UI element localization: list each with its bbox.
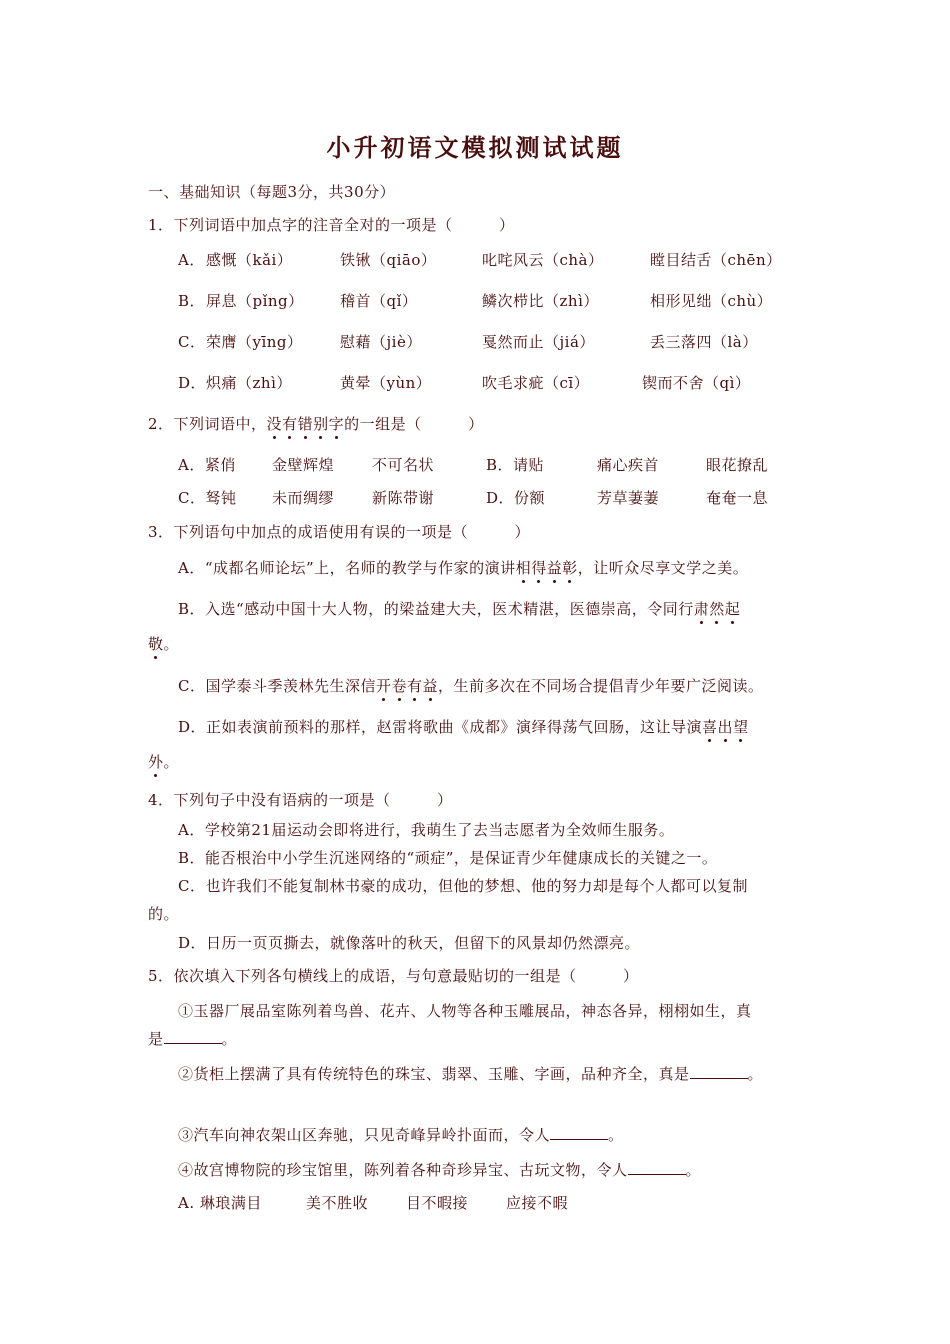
q4-stem: 4．下列句子中没有语病的一项是（ ）: [148, 791, 453, 809]
q1-option-a-item: 铁锹（qiāo）: [340, 251, 437, 269]
section-heading: 一、基础知识（每题3分，共30分）: [148, 183, 396, 201]
q1-option-b-item: 鳞次栉比（zhì）: [482, 292, 599, 310]
q3-d-text-end: 。: [163, 753, 180, 771]
q2-stem-dotted: 没有错别字: [266, 415, 345, 433]
q2-word: 痛心疾首: [597, 456, 660, 474]
q3-b-text-end: 。: [163, 635, 180, 653]
q2-word: 不可名状: [372, 456, 435, 474]
q5-s4-end: 。: [685, 1161, 702, 1179]
q2-word: D．份额: [486, 489, 546, 507]
q3-c-idiom: 开卷有益: [375, 677, 439, 695]
q2-word: A．紧俏: [178, 456, 236, 474]
q2-word: B．请贴: [486, 456, 545, 474]
q3-a-text: A．“成都名师论坛”上，名师的教学与作家的演讲: [178, 559, 516, 577]
q1-option-b-item: 相形见绌（chù）: [650, 292, 773, 310]
q3-option-b-cont: [148, 634, 179, 654]
q5-sentence-1: ①玉器厂展品室陈列着鸟兽、花卉、人物等各种玉雕展品，神态各异，栩栩如生，真: [178, 1002, 752, 1020]
q1-option-c-label: C．: [178, 333, 206, 351]
q1-option-b-item: 屏息（pǐng）: [206, 292, 304, 310]
q1-option-a-label: A．: [178, 251, 205, 269]
q3-d-idiom: 喜出望: [702, 718, 749, 736]
q3-c-text-end: ，生前多次在不同场合提倡青少年要广泛阅读。: [438, 677, 764, 695]
q1-option-d-item: 炽痛（zhì）: [206, 374, 292, 392]
q4-option-c: C．也许我们不能复制林书豪的成功，但他的梦想、他的努力却是每个人都可以复制: [178, 877, 748, 895]
q2-stem-post: 的一组是（ ）: [344, 415, 484, 433]
q1-option-d-item: 锲而不舍（qì）: [642, 374, 751, 392]
q2-stem: [148, 414, 484, 434]
q5-blank-2[interactable]: [690, 1064, 748, 1079]
q5-option-a-item: 目不暇接: [406, 1194, 469, 1212]
q5-sentence-4: [178, 1160, 701, 1180]
q5-option-a-item: 应接不暇: [506, 1194, 569, 1212]
q5-s4-text: ④故宫博物院的珍宝馆里，陈列着各种奇珍异宝、古玩文物，令人: [178, 1161, 628, 1179]
q2-stem-pre: 2．下列词语中，: [148, 415, 267, 433]
q1-option-b-label: B．: [178, 292, 206, 310]
q1-option-a-item: 叱咤风云（chà）: [482, 251, 604, 269]
q3-d-text: D．正如表演前预料的那样，赵雷将歌曲《成都》演绎得荡气回肠，这让导演: [178, 718, 703, 736]
q5-s3-text: ③汽车向神农架山区奔驰，只见奇峰异岭扑面而，令人: [178, 1126, 551, 1144]
q5-option-a-item: 美不胜收: [306, 1194, 369, 1212]
q5-s3-end: 。: [608, 1126, 624, 1144]
q5-sentence-2: [178, 1064, 763, 1084]
q3-a-idiom: 相得益彰: [515, 559, 578, 577]
q5-sentence-3: [178, 1125, 624, 1145]
q5-blank-1[interactable]: [164, 1029, 222, 1044]
q1-option-c-item: 慰藉（jiè）: [340, 333, 422, 351]
q5-blank-3[interactable]: [550, 1125, 608, 1140]
q5-blank-4[interactable]: [628, 1160, 686, 1175]
q5-s2-text: ②货柜上摆满了具有传统特色的珠宝、翡翠、玉雕、字画，品种齐全，真是: [178, 1065, 690, 1083]
q1-option-a-item: 感慨（kǎi）: [206, 251, 293, 269]
q4-option-a: A．学校第21届运动会即将进行，我萌生了去当志愿者为全效师生服务。: [178, 821, 675, 839]
q3-b-text: B．入选“感动中国十大人物，的梁益建大夫，医术精湛，医德崇高，令同行: [178, 600, 694, 618]
q1-option-d-item: 黄晕（yùn）: [340, 374, 432, 392]
q5-stem: 5．依次填入下列各句横线上的成语，与句意最贴切的一组是（ ）: [148, 967, 639, 985]
q2-word: 金壁辉煌: [272, 456, 335, 474]
q1-option-a-item: 瞠目结舌（chēn）: [650, 251, 782, 269]
q3-stem: 3．下列语句中加点的成语使用有误的一项是（ ）: [148, 523, 531, 541]
q5-option-a: A. 琳琅满目: [178, 1194, 262, 1212]
q2-word: 芳草萋萋: [597, 489, 660, 507]
q4-option-b: B．能否根治中小学生沉迷网络的“顽症”，是保证青少年健康成长的关键之一。: [178, 849, 718, 867]
q5-s1-text: 是: [148, 1030, 164, 1048]
q2-word: 未而绸缪: [272, 489, 335, 507]
q5-s2-end: 。: [747, 1065, 764, 1083]
q4-option-d: D．日历一页页撕去，就像落叶的秋天，但留下的风景却仍然漂亮。: [178, 934, 641, 952]
q1-stem: 1．下列词语中加点字的注音全对的一项是（ ）: [148, 216, 515, 234]
q3-option-d-cont: [148, 752, 179, 772]
q3-b-idiom-end: 敬: [148, 635, 164, 653]
q1-option-c-item: 荣膺（yīng）: [206, 333, 303, 351]
q4-option-c-cont: 的。: [148, 905, 180, 923]
q3-b-idiom: 肃然起: [693, 600, 741, 618]
q3-option-b: [178, 599, 740, 619]
q2-word: 眼花撩乱: [706, 456, 769, 474]
q5-sentence-1-cont: [148, 1029, 237, 1049]
q1-option-c-item: 丢三落四（là）: [650, 333, 758, 351]
q3-option-c: [178, 676, 764, 696]
q3-option-d: [178, 717, 749, 737]
q1-option-d-item: 吹毛求疵（cī）: [482, 374, 590, 392]
q1-option-b-item: 稽首（qǐ）: [340, 292, 418, 310]
q3-c-text: C．国学泰斗季羡林先生深信: [178, 677, 376, 695]
q1-option-c-item: 戛然而止（jiá）: [482, 333, 595, 351]
q5-s1-end: 。: [221, 1030, 238, 1048]
page-title: 小升初语文模拟测试试题: [326, 133, 624, 162]
q1-option-d-label: D．: [178, 374, 207, 392]
q3-option-a: [178, 558, 748, 578]
q3-d-idiom-end: 外: [148, 753, 164, 771]
q2-word: 新陈带谢: [372, 489, 435, 507]
q3-a-text-end: ，让听众尽享文学之美。: [577, 559, 749, 577]
q2-word: 奄奄一息: [706, 489, 769, 507]
q2-word: C．驽钝: [178, 489, 237, 507]
